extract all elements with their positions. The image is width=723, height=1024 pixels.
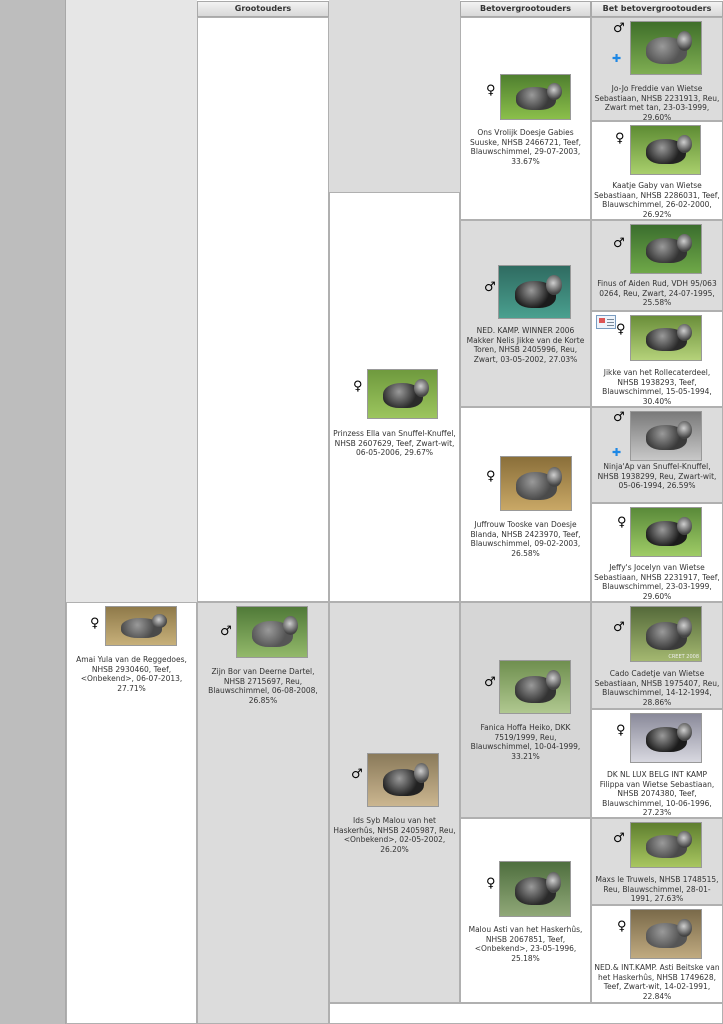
dog-photo[interactable] — [630, 507, 702, 557]
pedigree-cell-fanica[interactable] — [460, 602, 591, 818]
dog-caption: Prinzess Ella van Snuffel-Knuffel, NHSB 2607629, Teef, Zwart-wit, 06-05-2006, 29.67% — [333, 429, 456, 457]
male-icon: ♂ — [220, 624, 232, 639]
dog-photo[interactable] — [499, 861, 571, 917]
dog-photo[interactable] — [630, 713, 702, 763]
dog-caption: Finus of Aiden Rud, VDH 95/063 0264, Reu, Zwart, 24-07-1995, 25.58% — [597, 279, 717, 307]
male-icon: ♂ — [613, 21, 625, 36]
dog-caption: Kaatje Gaby van Wietse Sebastiaan, NHSB 2286031, Teef, Blauwschimmel, 26-02-2000, 26.92% — [594, 181, 720, 219]
female-icon: ♀ — [353, 379, 363, 394]
dog-caption: Jeffy's Jocelyn van Wietse Sebastiaan, NHSB 2231917, Teef, Blauwschimmel, 23-03-1999, 29.60% — [594, 563, 720, 601]
dog-photo[interactable] — [630, 125, 701, 175]
female-icon: ♀ — [486, 83, 496, 98]
header-great-great-grandparents: Bet betovergrootouders — [591, 1, 723, 17]
dog-photo[interactable] — [630, 909, 702, 959]
dog-caption: Jo-Jo Freddie van Wietse Sebastiaan, NHSB 2231913, Reu, Zwart met tan, 23-03-1999, 29.60% — [594, 84, 720, 121]
dog-head — [152, 614, 167, 628]
dog-head — [677, 723, 692, 741]
pedigree-cell-maxs[interactable] — [591, 818, 723, 905]
puzzle-icon[interactable]: ✚ — [612, 52, 622, 65]
dog-head — [677, 919, 692, 937]
pedigree-cell-finus[interactable] — [591, 220, 723, 311]
dog-head — [677, 831, 692, 848]
dog-head — [677, 617, 692, 638]
dog-caption: Fanica Hoffa Heiko, DKK 7519/1999, Reu, Blauwschimmel, 10-04-1999, 33.21% — [470, 723, 581, 761]
pedigree-cell-prinzess[interactable] — [329, 192, 460, 602]
pedigree-cell-dk[interactable] — [591, 709, 723, 818]
dog-caption: NED.& INT.KAMP. Asti Beitske van het Haskerhûs, NHSB 1749628, Teef, Zwart-wit, 14-02-1991, 22.84% — [594, 963, 720, 1001]
pedigree-cell-zijn[interactable] — [197, 602, 329, 1024]
puzzle-icon[interactable]: ✚ — [612, 446, 622, 459]
female-icon: ♀ — [90, 616, 100, 631]
dog-head — [677, 135, 692, 153]
column-3-empty — [329, 0, 460, 192]
dog-photo[interactable] — [105, 606, 177, 646]
dog-photo[interactable] — [500, 456, 572, 511]
dog-caption: DK NL LUX BELG INT KAMP Filippa van Wietse Sebastiaan, NHSB 2074380, Teef, Blauwschimmel, 10-06-1996, 27.23% — [599, 770, 715, 817]
male-icon: ♂ — [613, 831, 625, 846]
pedigree-cell-jikke[interactable] — [591, 311, 723, 407]
pedigree-cell-ons[interactable] — [460, 17, 591, 220]
male-icon: ♂ — [484, 280, 496, 295]
dog-caption: Amai Yula van de Reggedoes, NHSB 2930460, Teef, <Onbekend>, 06-07-2013, 27.71% — [76, 655, 187, 693]
female-icon: ♀ — [617, 515, 627, 530]
dog-photo[interactable] — [630, 606, 702, 662]
pedigree-cell-cado[interactable] — [591, 602, 723, 709]
dog-photo[interactable] — [367, 369, 438, 419]
dog-head — [283, 616, 298, 635]
female-icon: ♀ — [615, 131, 625, 146]
dog-photo[interactable] — [630, 315, 702, 361]
dog-head — [546, 872, 561, 893]
dog-head — [414, 763, 429, 783]
dog-photo[interactable] — [630, 411, 702, 461]
male-icon: ♂ — [351, 767, 363, 782]
dog-caption: Maxs le Truwels, NHSB 1748515, Reu, Blauwschimmel, 28-01-1991, 27.63% — [595, 875, 719, 903]
pedigree-cell-nedint[interactable] — [591, 905, 723, 1003]
dog-photo[interactable] — [630, 21, 702, 75]
male-icon: ♂ — [613, 236, 625, 251]
pedigree-cell-empty — [329, 1003, 723, 1024]
dog-caption: Malou Asti van het Haskerhûs, NHSB 2067851, Teef, <Onbekend>, 23-05-1996, 25.18% — [468, 925, 583, 963]
dog-caption: Cado Cadetje van Wietse Sebastiaan, NHSB 1975407, Reu, Blauwschimmel, 14-12-1994, 28.86% — [594, 669, 720, 707]
dog-photo[interactable] — [498, 265, 571, 319]
pedigree-cell-empty — [197, 17, 329, 602]
pedigree-cell-ninja[interactable] — [591, 407, 723, 503]
pedigree-cell-juffrouw[interactable] — [460, 407, 591, 602]
dog-head — [547, 83, 562, 100]
dog-photo[interactable] — [630, 822, 702, 868]
dog-head — [414, 379, 429, 397]
dog-head — [546, 275, 562, 295]
dog-caption: Ons Vrolijk Doesje Gabies Suuske, NHSB 2466721, Teef, Blauwschimmel, 29-07-2003, 33.67% — [470, 128, 581, 166]
male-icon: ♂ — [484, 675, 496, 690]
dog-photo[interactable] — [500, 74, 571, 120]
dog-head — [546, 670, 561, 690]
header-grandparents: Grootouders — [197, 1, 329, 17]
female-icon: ♀ — [616, 723, 626, 738]
dog-caption: Juffrouw Tooske van Doesje Blanda, NHSB 2423970, Teef, Blauwschimmel, 09-02-2003, 26.58% — [470, 520, 581, 558]
column-1-empty — [66, 0, 197, 602]
dog-caption: Jikke van het Rollecaterdeel, NHSB 1938293, Teef, Blauwschimmel, 15-05-1994, 30.40% — [602, 368, 712, 406]
dog-head — [677, 31, 692, 51]
dog-caption: Ids Syb Malou van het Haskerhûs, NHSB 2405987, Reu, <Onbekend>, 02-05-2002, 26.20% — [333, 816, 456, 854]
dog-photo[interactable] — [630, 224, 702, 274]
pedigree-cell-jeffy[interactable] — [591, 503, 723, 602]
dog-caption: Ninja'Ap van Snuffel-Knuffel, NHSB 1938299, Reu, Zwart-wit, 05-06-1994, 26.59% — [597, 462, 717, 490]
dog-caption: NED. KAMP. WINNER 2006 Makker Nelis Jikke van de Korte Toren, NHSB 2405996, Reu, Zwart, 03-05-2002, 27.03% — [466, 326, 585, 364]
dog-caption: Zijn Bor van Deerne Dartel, NHSB 2715697, Reu, Blauwschimmel, 06-08-2008, 26.85% — [208, 667, 318, 705]
male-icon: ♂ — [613, 620, 625, 635]
female-icon: ♀ — [486, 469, 496, 484]
dog-head — [547, 467, 562, 487]
left-strip — [0, 0, 66, 1024]
dog-photo[interactable] — [236, 606, 308, 658]
female-icon: ♀ — [486, 876, 496, 891]
photo-watermark: CREET 2008 — [668, 654, 699, 660]
dog-head — [677, 421, 692, 439]
dog-head — [677, 324, 692, 341]
dog-photo[interactable] — [367, 753, 439, 807]
pedigree-cell-kaatje[interactable] — [591, 121, 723, 220]
male-icon: ♂ — [613, 410, 625, 425]
female-icon: ♀ — [617, 919, 627, 934]
id-card-icon[interactable] — [596, 315, 616, 329]
dog-photo[interactable] — [499, 660, 571, 714]
pedigree-cell-ned[interactable] — [460, 220, 591, 407]
pedigree-cell-malou[interactable] — [460, 818, 591, 1003]
dog-head — [677, 234, 692, 252]
pedigree-cell-jojo[interactable] — [591, 17, 723, 121]
header-great-grandparents: Betovergrootouders — [460, 1, 591, 17]
pedigree-cell-ids[interactable] — [329, 602, 460, 1003]
dog-head — [677, 517, 692, 535]
pedigree-cell-amai[interactable] — [66, 602, 197, 1024]
female-icon: ♀ — [616, 322, 626, 337]
